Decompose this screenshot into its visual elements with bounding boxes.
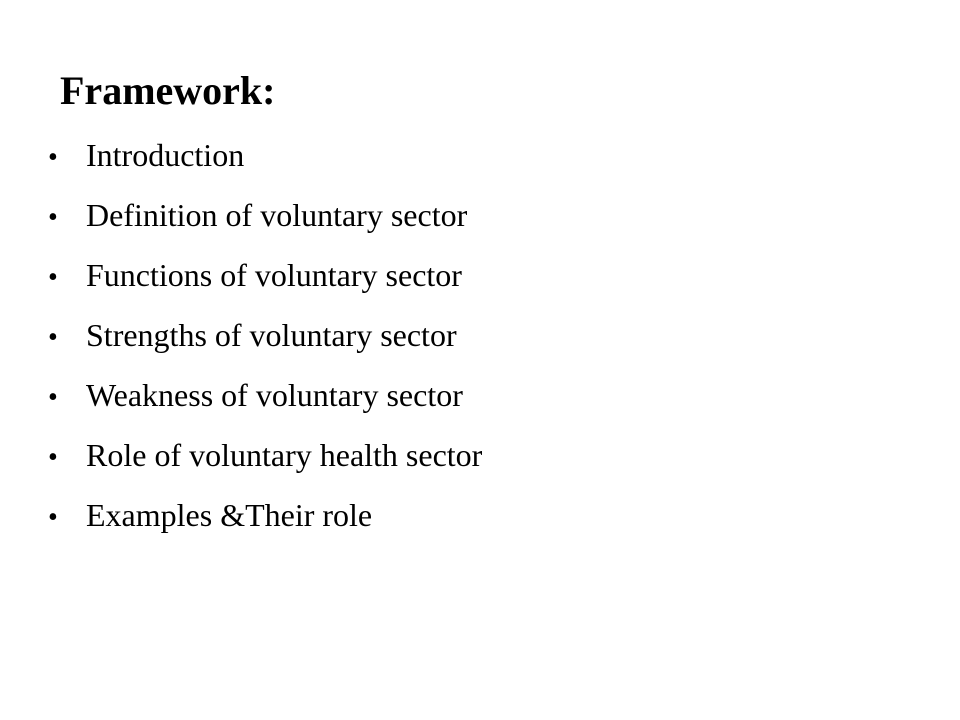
list-item <box>48 431 482 491</box>
list-item <box>48 251 482 311</box>
list-item <box>48 131 482 191</box>
list-item-text: Role of voluntary health sector <box>86 437 483 473</box>
list-item-text: Weakness of voluntary sector <box>86 377 463 413</box>
list-item <box>48 311 482 371</box>
list-item <box>48 491 482 551</box>
bullet-dot-icon: • <box>48 142 58 173</box>
list-item <box>48 191 482 251</box>
list-item-text: Definition of voluntary sector <box>86 197 468 233</box>
bullet-dot-icon: • <box>48 322 58 353</box>
bullet-dot-icon: • <box>48 442 58 473</box>
list-item-text: Introduction <box>86 137 245 173</box>
bullet-dot-icon: • <box>48 202 58 233</box>
list-item-text: Functions of voluntary sector <box>86 257 462 293</box>
bullet-dot-icon: • <box>48 382 58 413</box>
slide-title: Framework: <box>60 68 276 113</box>
list-item-text: Examples &Their role <box>86 497 373 533</box>
list-item-text: Strengths of voluntary sector <box>86 317 457 353</box>
bullet-list <box>48 131 482 551</box>
list-item <box>48 371 482 431</box>
bullet-dot-icon: • <box>48 502 58 533</box>
bullet-dot-icon: • <box>48 262 58 293</box>
